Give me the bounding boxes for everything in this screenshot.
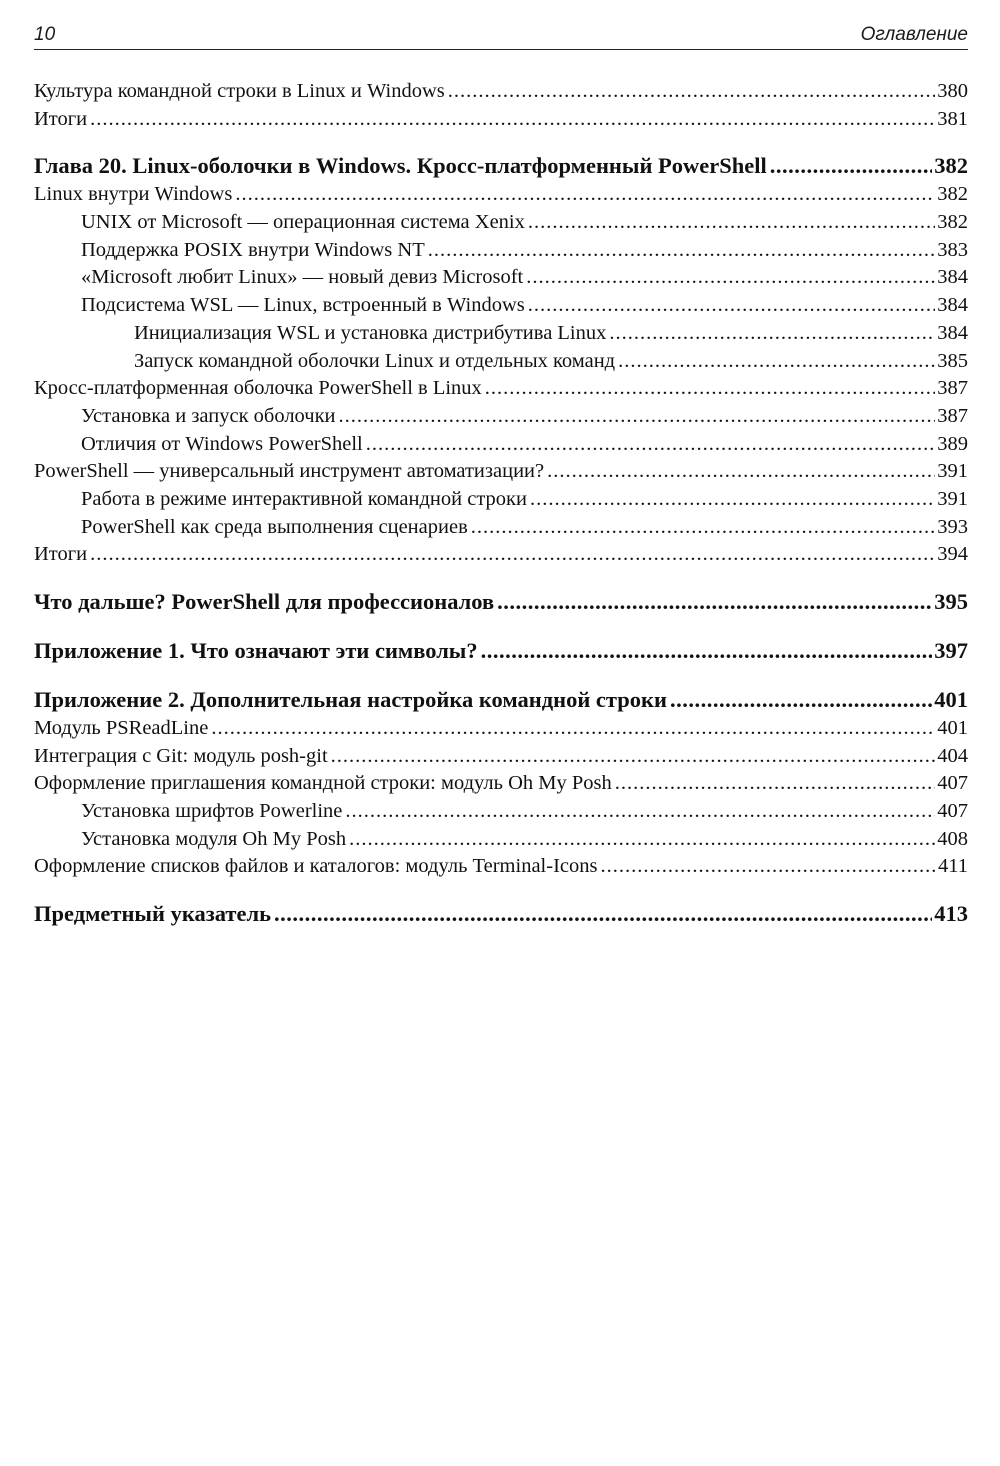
toc-subsection (34, 798, 968, 826)
toc-leader-dots (530, 486, 935, 514)
toc-entry-title: Итоги (34, 543, 88, 566)
page-header (34, 22, 968, 50)
toc-entry-page: 384 (937, 294, 968, 317)
toc-leader-dots (770, 151, 932, 181)
toc-subsection (34, 292, 968, 320)
toc-section (34, 715, 968, 743)
toc-section (34, 743, 968, 771)
toc-entry-title: Установка модуля Oh My Posh (81, 827, 347, 850)
chapter-title: Что дальше? PowerShell для профессионалов (34, 589, 495, 614)
toc-section (34, 181, 968, 209)
toc-entry-title: Инициализация WSL и установка дистрибутива Linux (134, 321, 607, 344)
toc-leader-dots (339, 403, 936, 431)
toc-section (34, 853, 968, 881)
toc-subject-index (34, 899, 968, 929)
toc-subsection (34, 431, 968, 459)
toc-entry-title: Отличия от Windows PowerShell (81, 432, 363, 455)
toc-entry-page: 407 (937, 772, 968, 795)
toc-leader-dots (497, 587, 932, 617)
toc-subsubsection (34, 320, 968, 348)
toc-entry-title: UNIX от Microsoft — операционная система Xenix (81, 211, 525, 234)
toc-entry-title: Работа в режиме интерактивной командной строки (81, 487, 527, 510)
toc-entry-title: Установка и запуск оболочки (81, 404, 336, 427)
toc-leader-dots (345, 798, 935, 826)
toc-entry-page: 381 (937, 107, 968, 130)
toc-leader-dots (211, 715, 935, 743)
toc-subsection (34, 486, 968, 514)
chapter-title: Приложение 1. Что означают эти символы? (34, 638, 478, 663)
toc-entry-page: 384 (937, 321, 968, 344)
toc-leader-dots (528, 292, 936, 320)
toc-section (34, 375, 968, 403)
toc-entry-title: Linux внутри Windows (34, 183, 233, 206)
toc-leader-dots (90, 541, 935, 569)
toc-entry-page: 384 (937, 266, 968, 289)
toc-leader-dots (90, 106, 935, 134)
page-number: 10 (34, 24, 56, 45)
toc-leader-dots (481, 636, 933, 666)
toc-subsection (34, 209, 968, 237)
toc-leader-dots (366, 431, 935, 459)
toc-entry-page: 382 (937, 211, 968, 234)
toc-entry-page: 394 (937, 543, 968, 566)
toc-leader-dots (528, 209, 935, 237)
toc-leader-dots (618, 348, 935, 376)
toc-leader-dots (274, 899, 932, 929)
toc-entry-title: Установка шрифтов Powerline (81, 800, 343, 823)
toc-entry-page: 411 (938, 855, 968, 878)
toc-leader-dots (471, 514, 936, 542)
toc-leader-dots (670, 685, 932, 715)
toc-leader-dots (615, 770, 935, 798)
chapter-title: Приложение 2. Дополнительная настройка командной строки (34, 687, 667, 712)
toc-subsection (34, 237, 968, 265)
toc-entry-page: 383 (937, 238, 968, 261)
toc-whats-next (34, 587, 968, 617)
toc-leader-dots (331, 743, 936, 771)
toc-leader-dots (485, 375, 935, 403)
toc-leader-dots (448, 78, 936, 106)
toc-chapter-20 (34, 151, 968, 181)
toc-subsection (34, 514, 968, 542)
toc-entry (34, 106, 968, 134)
toc-entry-title: Культура командной строки в Linux и Windows (34, 80, 445, 102)
toc-entry-page: 387 (937, 377, 968, 400)
table-of-contents (34, 78, 968, 929)
toc-section (34, 770, 968, 798)
toc-entry-title: «Microsoft любит Linux» — новый девиз Microsoft (81, 266, 524, 289)
toc-section (34, 541, 968, 569)
toc-entry-title: Интеграция с Git: модуль posh-git (34, 744, 328, 767)
toc-leader-dots (547, 458, 935, 486)
chapter-page: 395 (934, 589, 968, 614)
toc-entry-page: 380 (937, 80, 968, 102)
toc-entry-title: Оформление списков файлов и каталогов: модуль Terminal-Icons (34, 855, 598, 878)
chapter-page: 397 (934, 638, 968, 663)
chapter-title: Предметный указатель (34, 901, 271, 927)
toc-subsection (34, 264, 968, 292)
toc-appendix-1 (34, 636, 968, 666)
chapter-page: 401 (934, 687, 968, 712)
chapter-title: Глава 20. Linux-оболочки в Windows. Кросс-платформенный PowerShell (34, 153, 767, 179)
toc-entry-title: Подсистема WSL — Linux, встроенный в Windows (81, 294, 525, 317)
toc-entry (34, 78, 968, 106)
toc-entry-page: 408 (937, 827, 968, 850)
toc-subsection (34, 403, 968, 431)
toc-leader-dots (235, 181, 935, 209)
toc-entry-page: 404 (937, 744, 968, 767)
chapter-page: 413 (934, 901, 968, 927)
toc-section (34, 458, 968, 486)
toc-entry-title: Итоги (34, 107, 88, 130)
toc-subsubsection (34, 348, 968, 376)
toc-entry-title: Поддержка POSIX внутри Windows NT (81, 238, 425, 261)
toc-entry-title: Запуск командной оболочки Linux и отдельных команд (134, 349, 616, 372)
toc-leader-dots (428, 237, 936, 265)
toc-entry-page: 391 (937, 487, 968, 510)
toc-entry-page: 382 (937, 183, 968, 206)
toc-appendix-2 (34, 685, 968, 715)
toc-entry-page: 389 (937, 432, 968, 455)
toc-entry-page: 391 (937, 460, 968, 483)
toc-entry-page: 401 (937, 717, 968, 739)
running-title: Оглавление (860, 24, 968, 45)
toc-entry-page: 385 (937, 349, 968, 372)
toc-entry-title: Кросс-платформенная оболочка PowerShell в Linux (34, 377, 482, 400)
toc-leader-dots (609, 320, 935, 348)
toc-entry-title: PowerShell как среда выполнения сценариев (81, 515, 468, 538)
toc-leader-dots (600, 853, 936, 881)
toc-entry-page: 407 (937, 800, 968, 823)
toc-leader-dots (526, 264, 935, 292)
toc-entry-page: 393 (937, 515, 968, 538)
toc-entry-title: PowerShell — универсальный инструмент автоматизации? (34, 460, 545, 483)
toc-subsection (34, 826, 968, 854)
toc-entry-title: Оформление приглашения командной строки: модуль Oh My Posh (34, 772, 612, 795)
chapter-page: 382 (934, 153, 968, 179)
toc-leader-dots (349, 826, 935, 854)
toc-entry-page: 387 (937, 404, 968, 427)
toc-entry-title: Модуль PSReadLine (34, 717, 209, 739)
